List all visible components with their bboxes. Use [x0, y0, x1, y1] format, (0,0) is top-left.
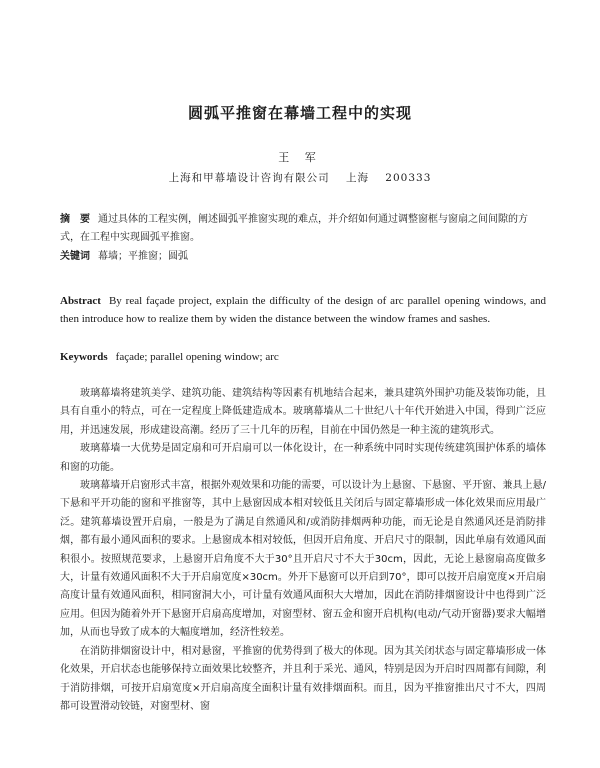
abstract-cn-text: 通过具体的工程实例，阐述圆弧平推窗实现的难点，并介绍如何通过调整窗框与窗扇之间间隙的方式，在工程中实现圆弧平推窗。: [60, 214, 528, 243]
affiliation-org: 上海和甲幕墙设计咨询有限公司: [168, 172, 330, 184]
abstract-en-text: By real façade project, explain the difficulty of the design of arc parallel opening windows, and then introduce how to realize them by widen the distance between the window frames and sashes.: [60, 295, 546, 325]
paper-title: 圆弧平推窗在幕墙工程中的实现: [187, 104, 412, 122]
body-text: [60, 385, 546, 716]
keywords-en: [60, 349, 546, 365]
keywords-en-text: façade; parallel opening window; arc: [115, 351, 279, 363]
body-paragraph: 玻璃幕墙一大优势是固定扇和可开启扇可以一体化设计，在一种系统中同时实现传统建筑围护体系的墙体和窗的功能。: [60, 443, 546, 473]
affiliation-city: 上海: [345, 172, 369, 184]
keywords-cn-label: 关键词: [60, 251, 90, 262]
abstract-cn-label: 摘 要: [60, 214, 90, 225]
body-paragraph: 玻璃幕墙开启窗形式丰富，根据外观效果和功能的需要，可以设计为上悬窗、下悬窗、平开窗、兼具上悬/下悬和平开功能的窗和平推窗等，其中上悬窗因成本相对较低且关闭后与固定幕墙形成一体化效果而应用最广泛。建筑幕墙设置开启扇，一般是为了满足自然通风和/或消防排烟两种功能，而无论是自然通风还是消防排烟，都有最小通风面积的要求。上悬窗成本相对较低，但因开启角度、开启尺寸的限制，因此单扇有效通风面积很小。按照规范要求，上悬窗开启角度不大于30°且开启尺寸不大于30cm，因此，无论上悬窗扇高度做多大，计量有效通风面积不大于开启扇宽度×30cm。外开下悬窗可以开启到70°，即可以按开启扇宽度×开启扇高度计量有效通风面积，相同窗洞大小，可计量有效通风面积大大增加，因此在消防排烟窗设计中也得到广泛应用。但因为随着外开下悬窗开启扇高度增加，对窗型材、窗五金和窗开启机构(电动/气动开窗器)要求大幅增加，从而也导致了成本的大幅度增加，经济性较差。: [60, 480, 546, 639]
affiliation: [0, 170, 600, 185]
affiliation-postcode: 200333: [385, 172, 432, 184]
keywords-cn-text: 幕墙；平推窗；圆弧: [98, 251, 188, 262]
keywords-cn: [60, 249, 546, 265]
abstract-en-label: Abstract: [60, 295, 101, 307]
body-paragraph: 在消防排烟窗设计中，相对悬窗，平推窗的优势得到了极大的体现。因为其关闭状态与固定幕墙形成一体化效果，开启状态也能够保持立面效果比较整齐，并且利于采光、通风，特别是因为开启时四周都有间隙，利于消防排烟，可按开启扇宽度×开启扇高度全面积计量有效排烟面积。而且，因为平推窗推出尺寸不大，四周都可设置滑动铰链，对窗型材、窗: [60, 645, 546, 712]
keywords-en-label: Keywords: [60, 351, 108, 363]
body-paragraph: 玻璃幕墙将建筑美学、建筑功能、建筑结构等因素有机地结合起来，兼具建筑外围护功能及装饰功能，且具有自重小的特点，可在一定程度上降低建造成本。玻璃幕墙从二十世纪八十年代开始进入中国，得到广泛应用，并迅速发展，形成建设高潮。经历了三十几年的历程，目前在中国仍然是一种主流的建筑形式。: [60, 388, 546, 436]
abstract-en: [60, 292, 546, 328]
abstract-cn: [60, 211, 546, 247]
author-name: 王 军: [278, 151, 322, 164]
